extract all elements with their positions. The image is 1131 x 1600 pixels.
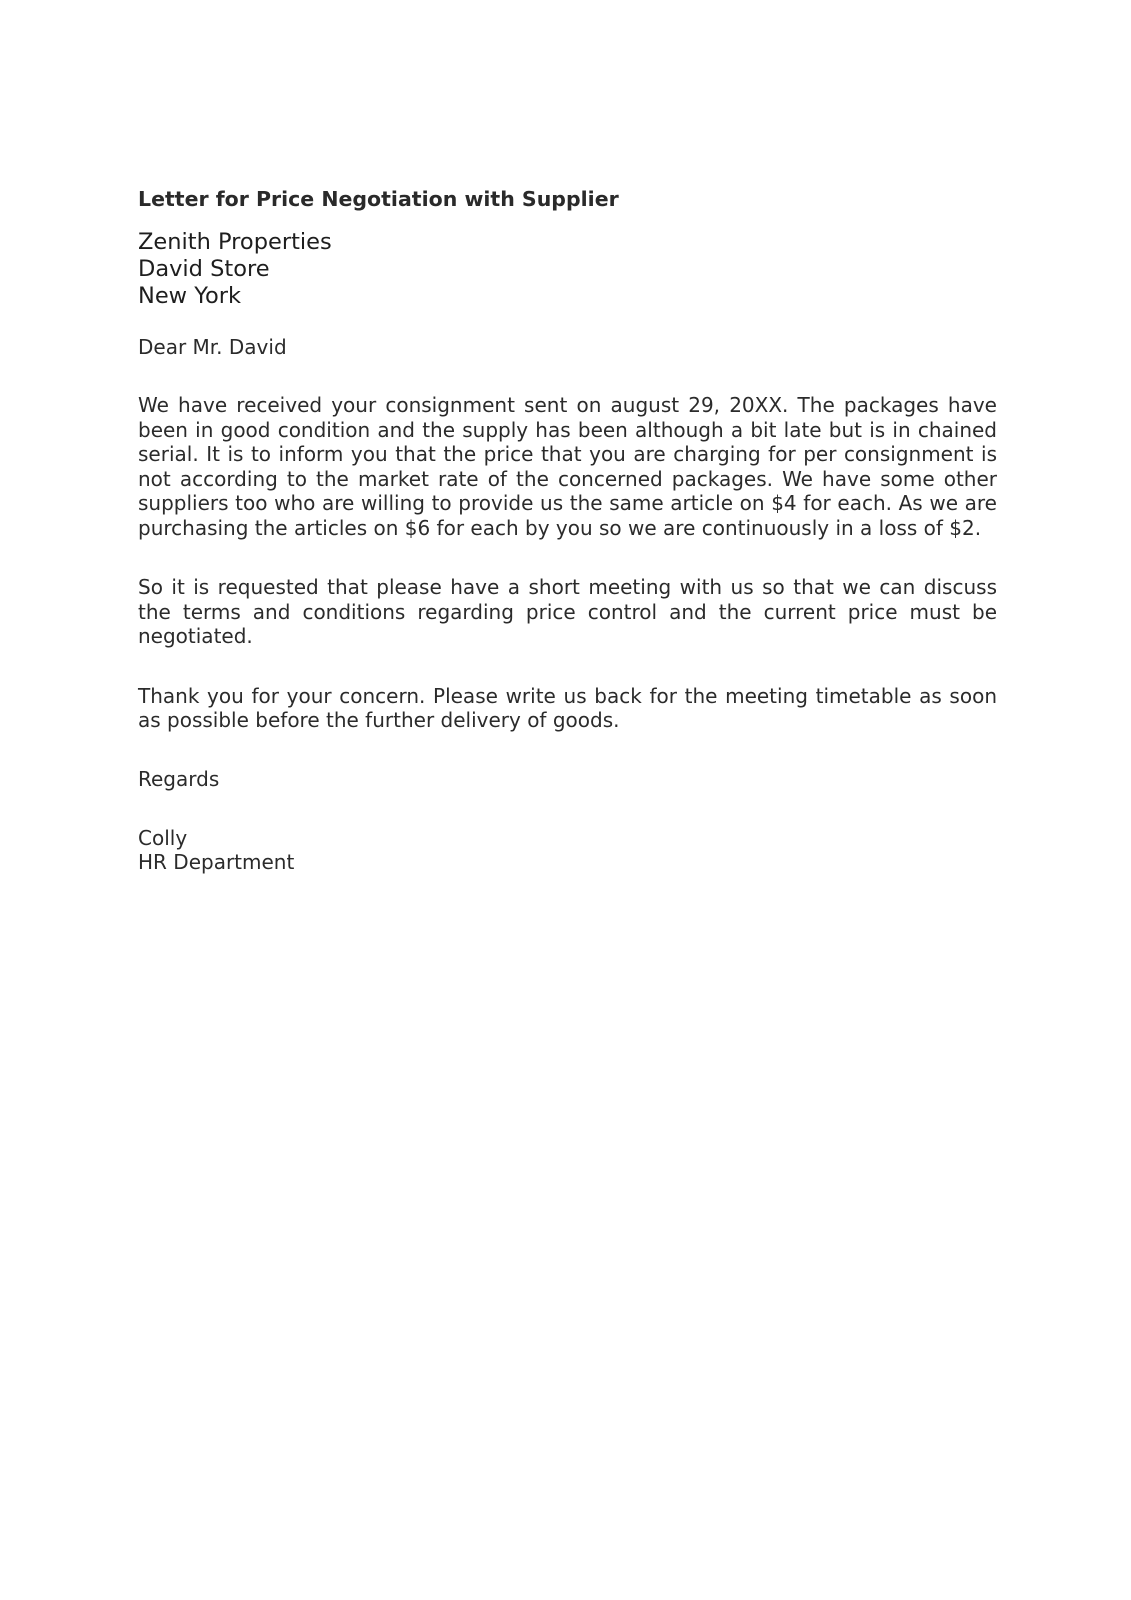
signature-name: Colly — [138, 825, 188, 850]
paragraph-consignment: We have received your consignment sent on august 29, 20XX. The packages have been in good condition and the supply has been although a bit late but is in chained serial. It is to inform you that the price that you are charging for per consignment is not according to the market rate of the concerned packages. We have some other suppliers too who are willing to provide us the same article on $4 for each. As we are purchasing the articles on $6 for each by you so we are continuously in a loss of $2. — [138, 393, 997, 540]
paragraph-meeting-request: So it is requested that please have a short meeting with us so that we can discuss the terms and conditions regarding price control and the current price must be negotiated. — [138, 575, 997, 648]
paragraph-thanks: Thank you for your concern. Please write us back for the meeting timetable as soon as possible before the further delivery of goods. — [138, 683, 997, 732]
address-line-city: New York — [138, 283, 242, 309]
salutation: Dear Mr. David — [138, 335, 287, 359]
letter-title: Letter for Price Negotiation with Supplier — [138, 187, 619, 211]
address-line-store: David Store — [138, 256, 270, 282]
letter-body — [138, 186, 997, 874]
signature-department: HR Department — [138, 849, 295, 874]
signature-block — [138, 826, 997, 874]
recipient-address — [138, 229, 997, 310]
address-line-company: Zenith Properties — [138, 229, 332, 255]
closing: Regards — [138, 766, 220, 791]
